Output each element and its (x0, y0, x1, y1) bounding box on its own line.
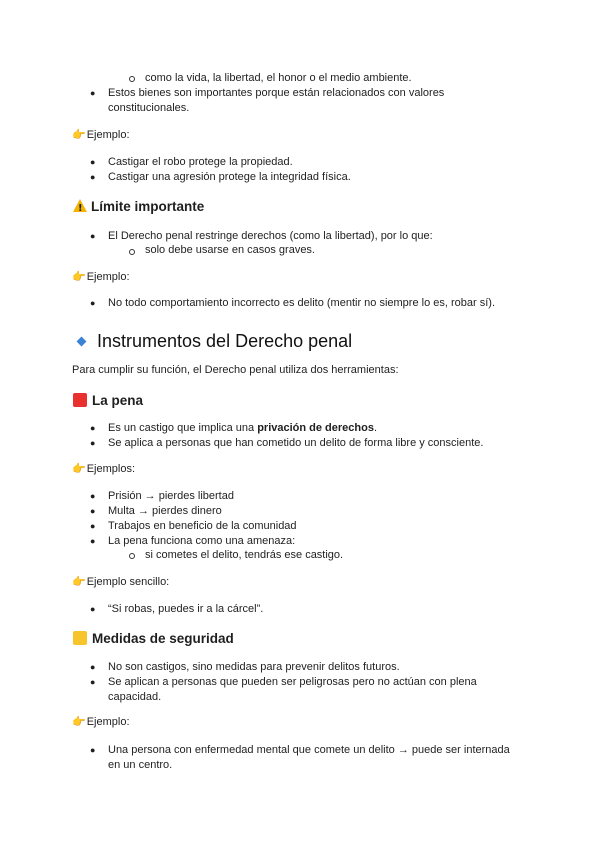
sub-bullet-circle (129, 76, 135, 82)
warning-icon (73, 199, 87, 212)
list-item: No todo comportamiento incorrecto es delito (mentir no siempre lo es, robar sí). (108, 297, 495, 309)
bullet-dot: ● (90, 88, 96, 98)
example-label: 👉Ejemplos: (72, 463, 135, 475)
list-item: El Derecho penal restringe derechos (como la libertad), por lo que: (108, 230, 433, 242)
list-item: La pena funciona como una amenaza: (108, 535, 296, 547)
pointing-hand-icon: 👉 (72, 576, 86, 588)
list-item: “Si robas, puedes ir a la cárcel”. (108, 603, 264, 615)
list-item: Es un castigo que implica una privación de derechos. (108, 422, 378, 434)
list-item: Se aplica a personas que han cometido un delito de forma libre y consciente. (108, 437, 484, 449)
red-square-icon (73, 393, 87, 407)
sub-bullet-circle (129, 249, 135, 255)
section-heading-medidas: Medidas de seguridad (73, 630, 234, 648)
list-item: Trabajos en beneficio de la comunidad (108, 520, 297, 532)
list-item-continuation: constitucionales. (108, 102, 190, 114)
sub-item: solo debe usarse en casos graves. (145, 244, 315, 256)
example-label: 👉Ejemplo: (72, 271, 130, 283)
pointing-hand-icon: 👉 (72, 463, 86, 475)
list-item: Una persona con enfermedad mental que comete un delito → puede ser internada (108, 744, 510, 756)
list-item: No son castigos, sino medidas para prevenir delitos futuros. (108, 661, 400, 673)
list-item: Castigar el robo protege la propiedad. (108, 156, 293, 168)
pointing-hand-icon: 👉 (72, 716, 86, 728)
list-item-continuation: capacidad. (108, 691, 162, 703)
section-heading-pena: La pena (73, 392, 143, 410)
example-label: 👉Ejemplo: (72, 129, 130, 141)
list-item: Prisión → pierdes libertad (108, 490, 234, 502)
bullet-dot: ● (90, 423, 96, 433)
section-heading-limite: !Límite importante (73, 198, 204, 216)
bullet-dot: ● (90, 662, 96, 672)
bullet-dot: ● (90, 677, 96, 687)
example-label: 👉Ejemplo sencillo: (72, 576, 170, 588)
bullet-dot: ● (90, 157, 96, 167)
bullet-dot: ● (90, 491, 96, 501)
bullet-dot: ● (90, 172, 96, 182)
list-item: Multa → pierdes dinero (108, 505, 222, 517)
bullet-dot: ● (90, 745, 96, 755)
bullet-dot: ● (90, 438, 96, 448)
bullet-dot: ● (90, 536, 96, 546)
pointing-hand-icon: 👉 (72, 271, 86, 283)
sub-bullet-circle (129, 553, 135, 559)
bullet-dot: ● (90, 231, 96, 241)
pointing-hand-icon: 👉 (72, 129, 86, 141)
blue-diamond-icon (77, 336, 87, 346)
bullet-dot: ● (90, 298, 96, 308)
list-item: Se aplican a personas que pueden ser peligrosas pero no actúan con plena (108, 676, 477, 688)
sub-item: si cometes el delito, tendrás ese castigo. (145, 549, 344, 561)
yellow-square-icon (73, 631, 87, 645)
example-label: 👉Ejemplo: (72, 716, 130, 728)
bullet-dot: ● (90, 506, 96, 516)
list-item: Castigar una agresión protege la integridad física. (108, 171, 351, 183)
bullet-dot: ● (90, 521, 96, 531)
sub-item: como la vida, la libertad, el honor o el medio ambiente. (145, 72, 412, 84)
list-item-continuation: en un centro. (108, 759, 173, 771)
bullet-dot: ● (90, 604, 96, 614)
list-item: Estos bienes son importantes porque están relacionados con valores (108, 87, 445, 99)
paragraph-intro: Para cumplir su función, el Derecho penal utiliza dos herramientas: (72, 364, 399, 376)
section-heading-instrumentos: Instrumentos del Derecho penal (72, 330, 352, 352)
